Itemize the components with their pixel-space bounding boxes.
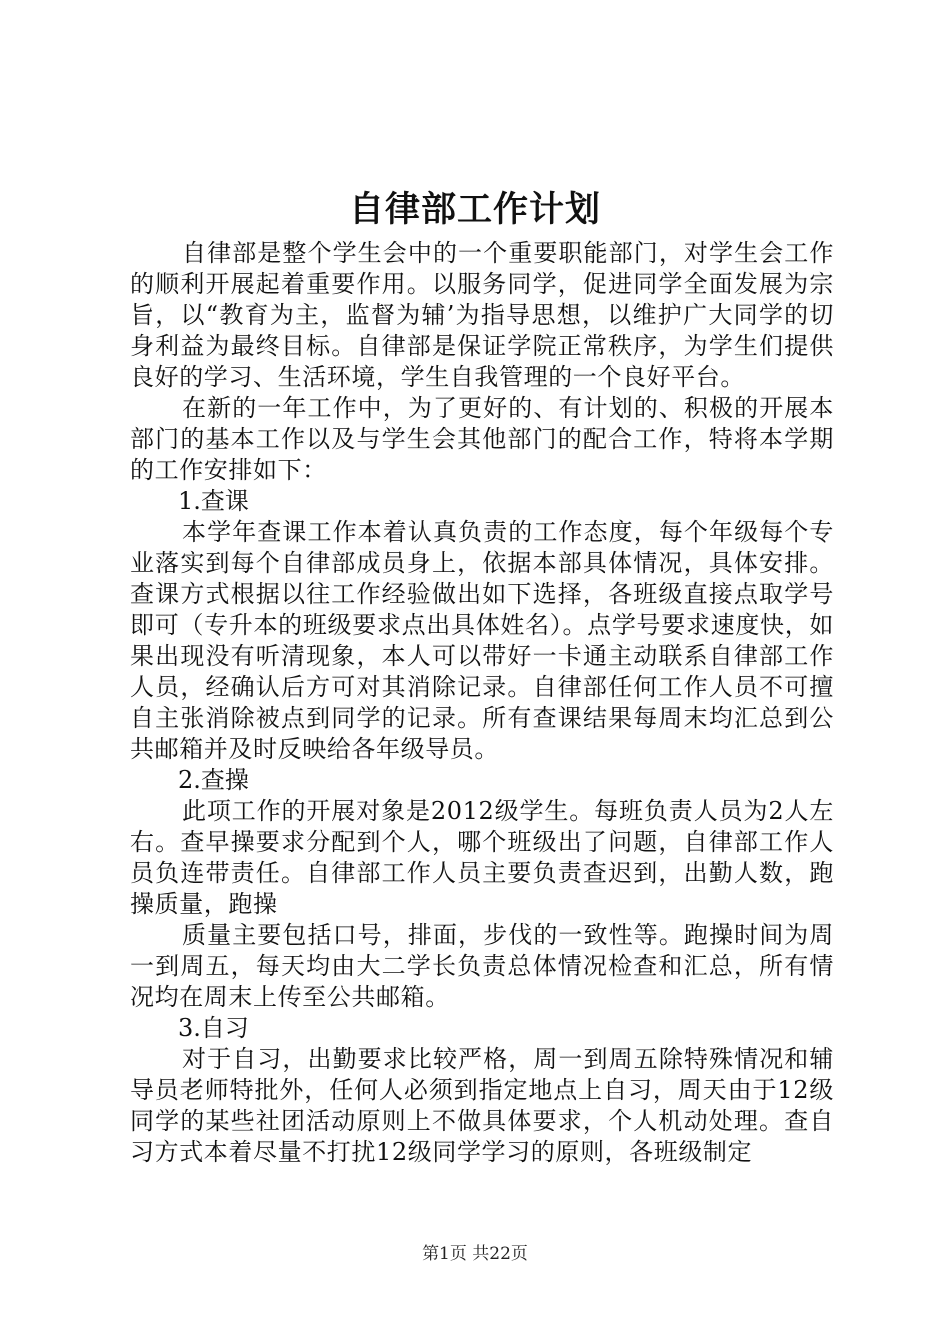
section-heading-attendance-check: 1.查课 xyxy=(178,487,249,515)
section-heading-self-study: 3.自习 xyxy=(178,1014,249,1042)
intro-paragraph-2: 在新的一年工作中，为了更好的、有计划的、积极的开展本部门的基本工作以及与学生会其他部门的配合工作，特将本学期的工作安排如下： xyxy=(130,394,834,484)
document-title: 自律部工作计划 xyxy=(348,189,601,230)
section-paragraph-exercise-check-2: 质量主要包括口号，排面，步伐的一致性等。跑操时间为周一到周五，每天均由大二学长负责总体情况检查和汇总，所有情况均在周末上传至公共邮箱。 xyxy=(130,921,834,1011)
section-paragraph-attendance-check: 本学年查课工作本着认真负责的工作态度，每个年级每个专业落实到每个自律部成员身上，依据本部具体情况，具体安排。查课方式根据以往工作经验做出如下选择，各班级直接点取学号即可（专升本的班级要求点出具体姓名）。点学号要求速度快，如果出现没有听清现象，本人可以带好一卡通主动联系自律部工作人员，经确认后方可对其消除记录。自律部任何工作人员不可擅自主张消除被点到同学的记录。所有查课结果每周末均汇总到公共邮箱并及时反映给各年级导员。 xyxy=(130,518,834,763)
page-footer: 第1页 共22页 xyxy=(422,1244,528,1264)
intro-paragraph-1: 自律部是整个学生会中的一个重要职能部门，对学生会工作的顺利开展起着重要作用。以服务同学，促进同学全面发展为宗旨，以“教育为主，监督为辅’为指导思想，以维护广大同学的切身利益为最终目标。自律部是保证学院正常秩序，为学生们提供良好的学习、生活环境，学生自我管理的一个良好平台。 xyxy=(130,239,834,391)
section-paragraph-exercise-check-1: 此项工作的开展对象是2012级学生。每班负责人员为2人左右。查早操要求分配到个人，哪个班级出了问题，自律部工作人员负连带责任。自律部工作人员主要负责查迟到，出勤人数，跑操质量，跑操 xyxy=(130,797,834,918)
document-body xyxy=(130,238,834,1168)
section-paragraph-self-study: 对于自习，出勤要求比较严格，周一到周五除特殊情况和辅导员老师特批外，任何人必须到指定地点上自习，周天由于12级同学的某些社团活动原则上不做具体要求，个人机动处理。查自习方式本着尽量不打扰12级同学学习的原则，各班级制定 xyxy=(130,1045,834,1166)
section-heading-exercise-check: 2.查操 xyxy=(178,766,249,794)
